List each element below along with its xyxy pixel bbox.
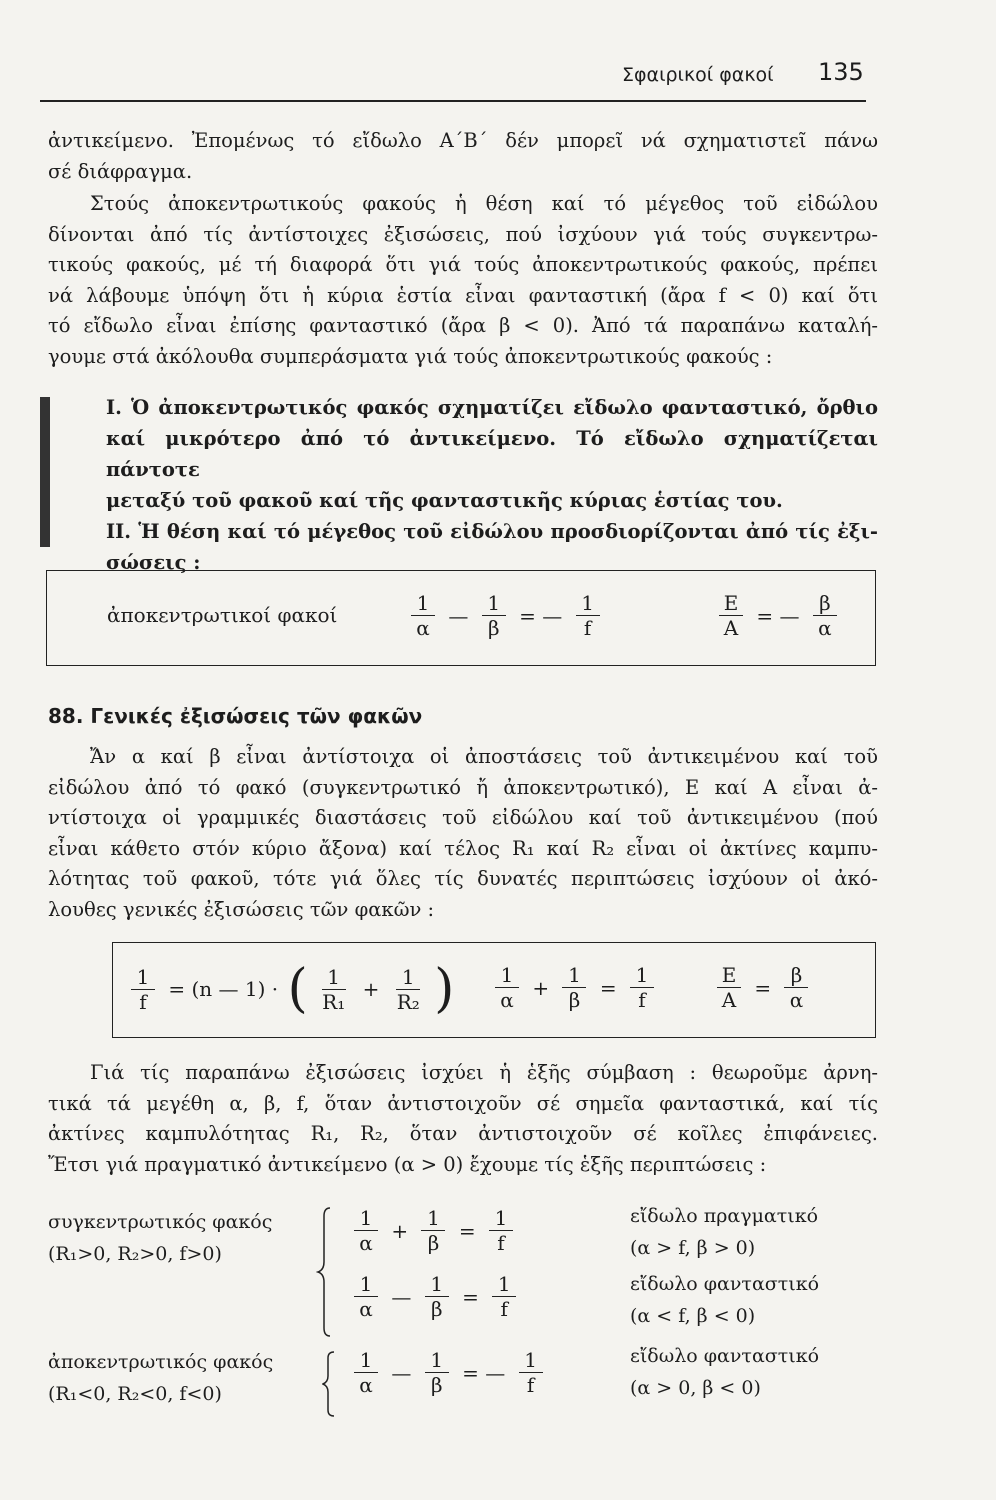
denominator: f: [139, 989, 147, 1014]
lensmaker-equation: [127, 959, 455, 1019]
denominator: f: [583, 616, 592, 640]
numerator: 1: [354, 1348, 378, 1373]
numerator: 1: [322, 965, 346, 990]
text-line: γουμε στά ἀκόλουθα συμπεράσματα γιά τούς ἀποκεντρωτικούς φακούς :: [48, 344, 773, 368]
paragraph-3: [48, 742, 878, 925]
page-number: 135: [818, 58, 864, 86]
left-paren: (: [287, 959, 308, 1019]
text-line: II. Ἡ θέση καί τό μέγεθος τοῦ εἰδώλου προσδιορίζονται ἀπό τίς ἐξι-: [106, 520, 878, 543]
numerator: 1: [421, 1206, 445, 1231]
numerator: 1: [131, 965, 155, 990]
operator: =: [458, 1218, 476, 1243]
case-result-2: [630, 1268, 819, 1332]
text-line: λουθες γενικές ἐξισώσεις τῶν φακῶν :: [48, 897, 435, 921]
lens-equation: [407, 591, 604, 640]
operator: =: [599, 975, 617, 1000]
magnification-equation-general: [713, 963, 812, 1012]
header-rule: [40, 100, 866, 102]
result-conditions: (α > f, β > 0): [630, 1237, 756, 1259]
formula-box-diverging: [46, 570, 876, 666]
denominator: A: [723, 616, 739, 640]
case-equation-3: [350, 1348, 547, 1397]
numerator: 1: [489, 1206, 513, 1231]
operator: =: [462, 1284, 479, 1309]
operator: —: [391, 1360, 412, 1385]
text-line: Στούς ἀποκεντρωτικούς φακούς ἡ θέση καί τό μέγεθος τοῦ εἰδώλου: [90, 192, 878, 215]
text-line: I. Ὁ ἀποκεντρωτικός φακός σχηματίζει εἴδωλο φανταστικό, ὄρθιο: [106, 396, 878, 419]
denominator: β: [427, 1231, 440, 1255]
result-conditions: (α > 0, β < 0): [630, 1377, 761, 1399]
text-line: καί μικρότερο ἀπό τό ἀντικείμενο. Τό εἴδωλο σχηματίζεται πάντοτε: [106, 427, 878, 481]
text-line: ντίστοιχα οἱ γραμμικές διαστάσεις τοῦ εἰδώλου καί τοῦ ἀντικειμένου (πού: [48, 806, 878, 829]
text-line: λότητας τοῦ φακοῦ, τότε γιά ὅλες τίς δυνατές περιπτώσεις ἰσχύουν οἱ ἀκό-: [48, 867, 878, 890]
denominator: R₂: [396, 989, 420, 1014]
paragraph-1: [48, 126, 878, 187]
text-line: Γιά τίς παραπάνω ἐξισώσεις ἰσχύει ἡ ἑξῆς σύμβαση : θεωροῦμε ἀρνη-: [90, 1061, 878, 1084]
text-line: νά λάβουμε ὑπόψη ὅτι ἡ κύρια ἑστία εἶναι φανταστική (ἄρα f < 0) καί ὅτι: [48, 283, 878, 307]
running-header-title: Σφαιρικοί φακοί: [622, 64, 774, 86]
text-line: ἀκτίνες καμπυλότητας R₁, R₂, ὅταν ἀντιστοιχοῦν σέ κοῖλες ἐπιφάνειες.: [48, 1122, 878, 1145]
numerator: E: [719, 591, 743, 616]
numerator: 1: [425, 1272, 449, 1297]
paragraph-2: [48, 189, 878, 372]
numerator: 1: [411, 591, 435, 616]
brace-converging: [316, 1206, 338, 1338]
denominator: f: [497, 1231, 505, 1255]
operator: = —: [519, 603, 563, 628]
operator: = (n — 1) ·: [168, 977, 279, 1001]
numerator: β: [784, 963, 808, 988]
numerator: 1: [425, 1348, 449, 1373]
result-conditions: (α < f, β < 0): [630, 1305, 756, 1327]
text-line: τό εἴδωλο εἶναι ἐπίσης φανταστικό (ἄρα β < 0). Ἀπό τά παραπάνω καταλή-: [48, 314, 878, 337]
case-equation-1: [350, 1206, 517, 1255]
text-line: Ἔτσι γιά πραγματικό ἀντικείμενο (α > 0) ἔχουμε τίς ἑξῆς περιπτώσεις :: [48, 1152, 767, 1176]
numerator: 1: [354, 1272, 378, 1297]
case-result-1: [630, 1200, 818, 1264]
denominator: α: [818, 616, 832, 640]
text-line: σώσεις :: [106, 551, 201, 574]
right-paren: ): [434, 959, 455, 1019]
text-line: δίνονται ἀπό τίς ἀντίστοιχες ἐξισώσεις, πού ἰσχύουν γιά τούς συγκεντρω-: [48, 222, 878, 246]
numerator: 1: [519, 1348, 543, 1373]
formula-box-general: [112, 942, 876, 1038]
text-line: σέ διάφραγμα.: [48, 159, 193, 183]
case-conditions: (R₁>0, R₂>0, f>0): [48, 1243, 222, 1265]
magnification-equation: [715, 591, 841, 640]
denominator: A: [721, 988, 737, 1012]
case-lens-type: ἀποκεντρωτικός φακός: [48, 1351, 274, 1373]
text-line: εἰδώλου ἀπό τό φακό (συγκεντρωτικό ἤ ἀποκεντρωτικό), Ε καί Α εἶναι ἀ-: [48, 775, 878, 799]
numerator: 1: [482, 591, 506, 616]
denominator: R₁: [322, 989, 346, 1014]
case-label-diverging: [48, 1346, 273, 1410]
operator: —: [448, 603, 469, 628]
numerator: E: [717, 963, 741, 988]
denominator: β: [487, 616, 500, 640]
text-line: τικούς φακούς, μέ τή διαφορά ὅτι γιά τούς ἀποκεντρωτικούς φακούς, πρέπει: [48, 253, 878, 276]
denominator: β: [430, 1297, 443, 1321]
denominator: f: [638, 988, 646, 1012]
operator: +: [391, 1218, 409, 1243]
numerator: 1: [576, 591, 600, 616]
denominator: f: [526, 1373, 535, 1397]
denominator: α: [359, 1373, 373, 1397]
text-line: τικά τά μεγέθη α, β, f, ὅταν ἀντιστοιχοῦν σέ σημεῖα φανταστικά, καί τίς: [48, 1091, 878, 1115]
case-equation-2: [350, 1272, 520, 1321]
denominator: α: [500, 988, 514, 1012]
section-heading: 88. Γενικές ἐξισώσεις τῶν φακῶν: [48, 704, 423, 728]
denominator: α: [789, 988, 804, 1012]
denominator: α: [359, 1231, 373, 1255]
denominator: α: [416, 616, 430, 640]
text-line: ἀντικείμενο. Ἐπομένως τό εἴδωλο Α΄Β΄ δέν μπορεῖ νά σχηματιστεῖ πάνω: [48, 129, 878, 152]
text-line: μεταξύ τοῦ φακοῦ καί τῆς φανταστικῆς κύριας ἑστίας του.: [106, 489, 783, 512]
denominator: β: [430, 1373, 443, 1397]
operator: —: [391, 1284, 412, 1309]
numerator: β: [813, 591, 837, 616]
case-lens-type: συγκεντρωτικός φακός: [48, 1211, 273, 1233]
numerator: 1: [630, 963, 654, 988]
numerator: 1: [354, 1206, 378, 1231]
numerator: 1: [396, 965, 420, 990]
denominator: α: [359, 1297, 373, 1321]
text-line: Ἄν α καί β εἶναι ἀντίστοιχα οἱ ἀποστάσεις τοῦ ἀντικειμένου καί τοῦ: [90, 745, 878, 768]
operator: +: [532, 975, 550, 1000]
formula-box-label: ἀποκεντρωτικοί φακοί: [107, 603, 338, 627]
numerator: 1: [562, 963, 586, 988]
result-text: εἴδωλο φανταστικό: [630, 1273, 820, 1295]
case-label-converging: [48, 1206, 272, 1270]
case-result-3: [630, 1340, 819, 1404]
paragraph-4: [48, 1058, 878, 1180]
numerator: 1: [495, 963, 519, 988]
result-text: εἴδωλο φανταστικό: [630, 1345, 820, 1367]
result-text: εἴδωλο πραγματικό: [630, 1205, 819, 1227]
operator: +: [362, 977, 380, 1001]
lens-equation-general: [491, 963, 658, 1012]
brace-diverging: [322, 1350, 342, 1418]
denominator: β: [568, 988, 581, 1012]
emphasis-bar: [40, 397, 50, 547]
numerator: 1: [492, 1272, 516, 1297]
conclusions: [106, 392, 878, 578]
case-conditions: (R₁<0, R₂<0, f<0): [48, 1383, 222, 1405]
operator: = —: [756, 603, 800, 628]
operator: = —: [462, 1360, 506, 1385]
denominator: f: [500, 1297, 508, 1321]
text-line: εἶναι κάθετο στόν κύριο ἄξονα) καί τέλος R₁ καί R₂ εἶναι οἱ ἀκτίνες καμπυ-: [48, 836, 878, 860]
operator: =: [754, 975, 772, 1000]
